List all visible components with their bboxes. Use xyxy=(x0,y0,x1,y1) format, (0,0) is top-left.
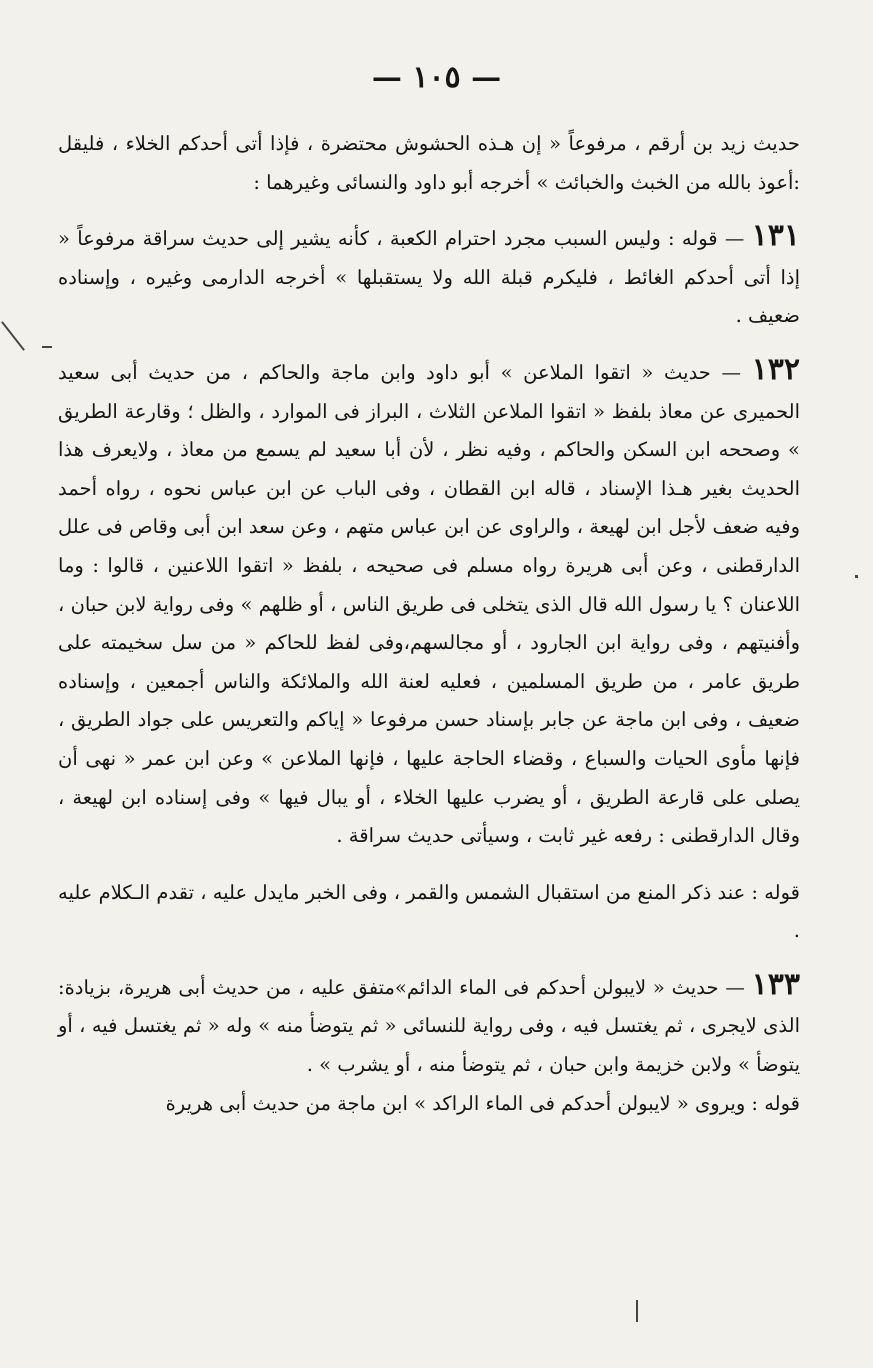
scan-mark xyxy=(42,346,52,348)
paragraph-stagnant-water xyxy=(58,1085,800,1124)
page-number: — ١٠٥ — xyxy=(371,60,502,95)
paragraph-text: قوله : عند ذكر المنع من استقبال الشمس والقمر ، وفى الخبر مايدل عليه ، تقدم الـكلام عليه . xyxy=(58,880,800,943)
entry-number: ١٣٣ xyxy=(751,966,801,1002)
entry-132 xyxy=(58,351,801,856)
page-body xyxy=(58,125,800,1123)
scan-mark xyxy=(636,1300,638,1322)
paragraph-text: — حديث « اتقوا الملاعن » أبو داود وابن ماجة والحاكم ، من حديث أبى سعيد الحميرى عن معاذ بلفظ « اتقوا الملاعن الثلاث ، البراز فى الموارد ، والظل ؛ وقارعة الطريق » وصححه ابن السكن والحاكم ، وفيه نظر ، لأن أبا سعيد لم يسمع من معاذ ، ولايعرف هذا الحديث بغير هـذا الإسناد ، قاله ابن القطان ، وفى الباب عن ابن عباس نحوه ، رواه أحمد وفيه ضعف لأجل ابن لهيعة ، والراوى عن ابن عباس متهم ، وعن سعد ابن أبى وقاص فى علل الدارقطنى ، وعن أبى هريرة رواه مسلم فى صحيحه ، بلفظ « اتقوا اللاعنين ، قالوا : وما اللاعنان ؟ يا رسول الله قال الذى يتخلى فى طريق الناس ، أو ظلهم » وفى رواية لابن حبان ، وأفنيتهم ، وفى رواية ابن الجارود ، أو مجالسهم،وفى لفظ للحاكم « من سل سخيمته على طريق عامر ، من طريق المسلمين ، فعليه لعنة الله والملائكة والناس أجمعين ، وإسناده ضعيف ، وفى ابن ماجة عن جابر بإسناد حسن مرفوعا « إياكم والتعريس على جواد الطريق ، فإنها مأوى الحيات والسباع ، وقضاء الحاجة عليها ، فإنها الملاعن » وعن ابن عمر « نهى أن يصلى على قارعة الطريق ، أو يضرب عليها الخلاء ، أو يبال فيها » وفى إسناده ابن لهيعة ، وقال الدارقطنى : رفعه غير ثابت ، وسيأتى حديث سراقة . xyxy=(58,360,800,848)
paragraph-zaid-hadith xyxy=(58,125,800,202)
scan-mark xyxy=(855,575,858,578)
paragraph-text: قوله : ويروى « لايبولن أحدكم فى الماء الراكد » ابن ماجة من حديث أبى هريرة xyxy=(165,1091,800,1115)
paragraph-text: حديث زيد بن أرقم ، مرفوعاً « إن هـذه الحشوش محتضرة ، فإذا أتى أحدكم الخلاء ، فليقل :أعوذ بالله من الخبث والخبائث » أخرجه أبو داود والنسائى وغيرهما : xyxy=(58,132,800,194)
entry-133 xyxy=(58,966,801,1085)
paragraph-sun-moon xyxy=(58,874,800,951)
entry-number: ١٣٢ xyxy=(751,351,801,387)
scan-mark xyxy=(1,321,25,351)
paragraph-text: — قوله : وليس السبب مجرد احترام الكعبة ، كأنه يشير إلى حديث سراقة مرفوعاً « إذا أتى أحدكم الغائط ، فليكرم قبلة الله ولا يستقبلها » أخرجه الدارمى وغيره ، وإسناده ضعيف . xyxy=(58,227,800,328)
entry-number: ١٣١ xyxy=(751,218,800,254)
entry-131 xyxy=(58,220,800,336)
paragraph-text: — حديث « لايبولن أحدكم فى الماء الدائم»متفق عليه ، من حديث أبى هريرة، بزيادة: الذى لايجرى ، ثم يغتسل فيه ، وفى رواية للنسائى « ثم يتوضأ منه » وله « ثم يغتسل فيه ، أو يتوضأ » ولابن خزيمة وابن حبان ، ثم يتوضأ منه ، أو يشرب » . xyxy=(58,975,800,1077)
